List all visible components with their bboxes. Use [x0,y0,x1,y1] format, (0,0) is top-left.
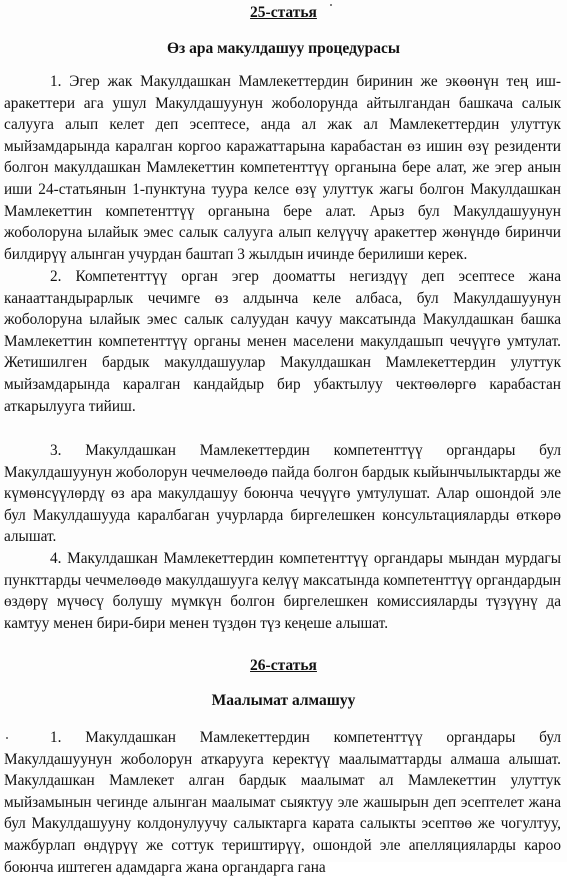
article-26-title: Маалымат алмашуу [211,692,356,709]
article-26-paragraph-1: 1. Макулдашкан Мамлекеттердин компетенттүү органдары бул Макулдашуунун жоболорун аткарууга керектүү маалыматтарды алмаша алышат. Макулдашкан Мамлекет алган бардык маалымат ал Мамлекеттин улуттук мыйзамынын чегинде алынган маалымат сыяктуу эле жашырын деп эсептелет жана бул Макулдашууну колдонулуучу салыктарга карата салыкты эсептөө же чогултуу, мажбурлап өндүрүү же соттук териштирүү, ошондой эле апелляцияларды кароо боюнча иштеген адамдарга жана органдарга гана [4,729,561,876]
article-25-paragraph-3: 3. Макулдашкан Мамлекеттердин компетенттүү органдары бул Макулдашуунун жоболорун чечмелөөдө пайда болгон бардык кыйынчылыктарды же күмөнсүүлөрдү өз ара макулдашуу боюнча чечүүгө умтулушат. Алар ошондой эле бул Макулдашууда каралбаган учурларда биргелешкен консультацияларды өткөрө алышат. [4,442,561,546]
article-25-paragraph-2: 2. Компетенттүү орган эгер дооматты негиздүү деп эсептесе жана канааттандырарлык чечимге өз алдынча келе албаса, бул Макулдашуунун жоболоруна ылайык эмес салык салуудан качуу максатында Макулдашкан башка Мамлекеттин компетенттүү органы менен маселени макулдашып чечүүгө умтулат. Жетишилген бардык макулдашуулар Макулдашкан Мамлекеттердин улуттук мыйзамдарында каралган кандайдыр бир убактылуу чектөөлөргө карабастан аткарылууга тийиш. [4,268,561,415]
article-26-label: 26-статья [250,657,317,674]
article-25-label: 25-статья [250,4,317,21]
article-25-paragraph-1: 1. Эгер жак Макулдашкан Мамлекеттердин биринин же экөөнүн тең иш-аракеттери ага ушул Макулдашуунун жоболорунда айтылгандан башкача салык салууга алып келет деп эсептесе, анда ал жак ал Мамлекеттердин улуттук мыйзамдарында каралган коргоо каражаттарына карабастан өз ишин өзү резиденти болгон макулдашкан Мамлекеттин компетенттүү органына бере алат, же эгер анын иши 24-статьянын 1-пунктуна туура келсе өзү улуттук жагы болгон Макулдашкан Мамлекеттин компетенттүү органына бере алат. Арыз бул Макулдашуунун жоболоруна ылайык эмес салык салууга алып келүүчү аракеттер жөнүндө биринчи билдирүү алынган учурдан баштап 3 жылдын ичинде берилиши керек. [4,73,561,263]
scan-speck [6,737,8,739]
article-25-title: Өз ара макулдашуу процедурасы [166,40,401,57]
article-25-paragraph-4: 4. Макулдашкан Мамлекеттердин компетенттүү органдары мындан мурдагы пункттарды чечмелөөдө макулдашууга келүү максатында компетенттүү органдардын өздөрү мүчөсү болушу мүмкүн болгон биргелешкен комиссияларды түзүүнү да камтуу менен бири-бири менен түздөн түз кеңеше алышат. [4,550,561,632]
scan-speck [330,4,332,6]
